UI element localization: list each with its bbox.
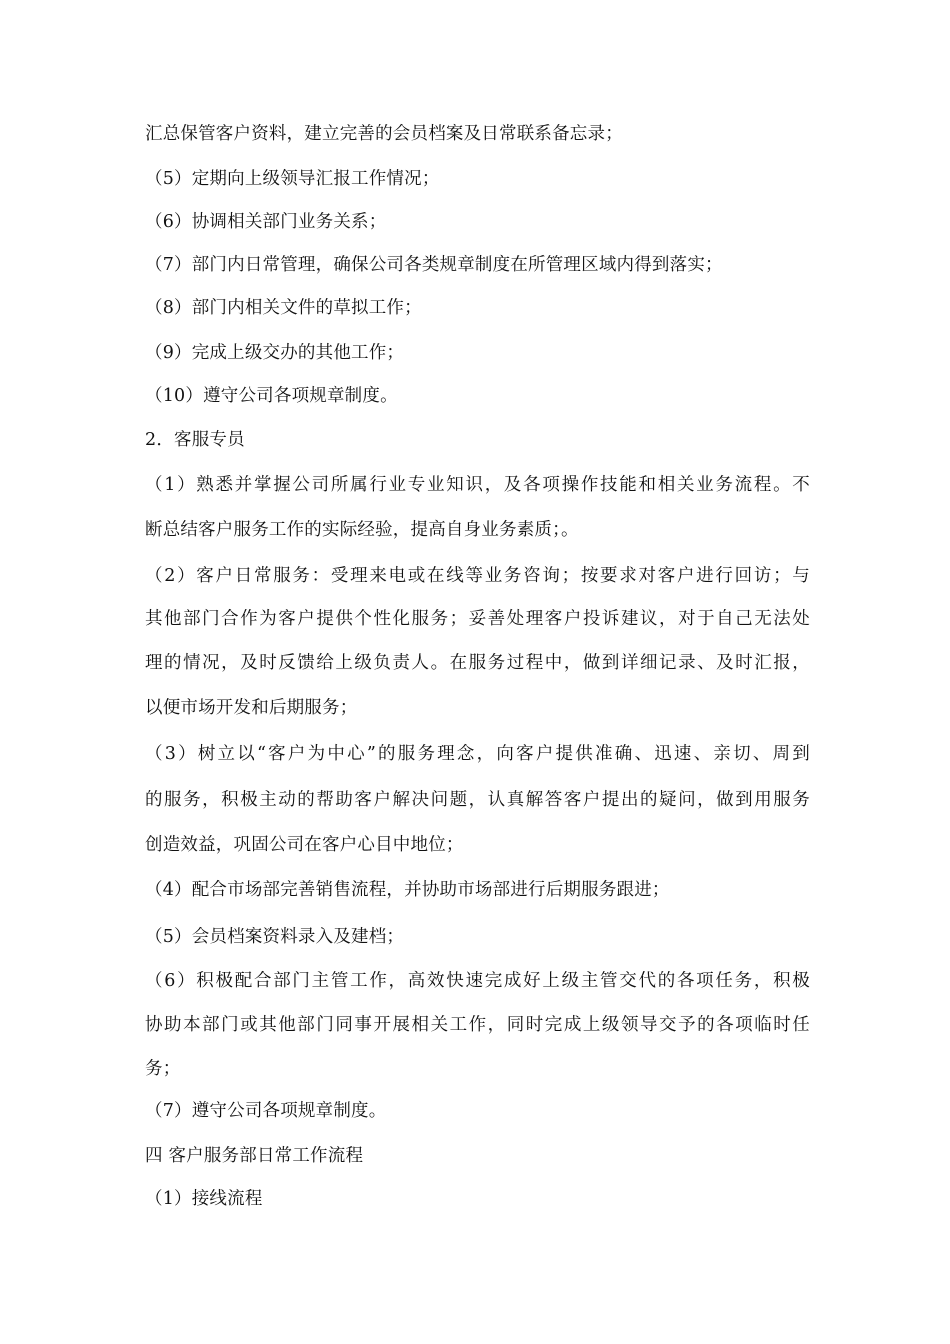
text-line: （10）遵守公司各项规章制度。 bbox=[145, 386, 398, 406]
text-line: （8）部门内相关文件的草拟工作； bbox=[145, 298, 422, 318]
text-line: 理的情况，及时反馈给上级负责人。在服务过程中，做到详细记录、及时汇报， bbox=[145, 653, 810, 673]
text-line: （1）接线流程 bbox=[145, 1189, 263, 1209]
section-heading: 四 客户服务部日常工作流程 bbox=[145, 1146, 364, 1166]
text-line: （6）协调相关部门业务关系； bbox=[145, 212, 387, 232]
text-line: （5）会员档案资料录入及建档； bbox=[145, 927, 405, 947]
text-line: 断总结客户服务工作的实际经验，提高自身业务素质；。 bbox=[145, 520, 579, 540]
text-line: 汇总保管客户资料，建立完善的会员档案及日常联系备忘录； bbox=[145, 124, 623, 144]
text-line: 创造效益，巩固公司在客户心目中地位； bbox=[145, 835, 464, 855]
text-line: （5）定期向上级领导汇报工作情况； bbox=[145, 169, 440, 189]
text-line: 务； bbox=[145, 1059, 181, 1079]
text-line: 的服务，积极主动的帮助客户解决问题，认真解答客户提出的疑问，做到用服务 bbox=[145, 790, 810, 810]
text-line: （7）遵守公司各项规章制度。 bbox=[145, 1101, 387, 1121]
text-line: 协助本部门或其他部门同事开展相关工作，同时完成上级领导交予的各项临时任 bbox=[145, 1015, 810, 1035]
text-line: 其他部门合作为客户提供个性化服务；妥善处理客户投诉建议，对于自己无法处 bbox=[145, 609, 810, 629]
text-line: （2）客户日常服务：受理来电或在线等业务咨询；按要求对客户进行回访；与 bbox=[145, 566, 810, 586]
section-heading: 2．客服专员 bbox=[145, 430, 245, 450]
text-line: （7）部门内日常管理，确保公司各类规章制度在所管理区域内得到落实； bbox=[145, 255, 723, 275]
text-line: （3）树立以“客户为中心”的服务理念，向客户提供准确、迅速、亲切、周到 bbox=[145, 744, 810, 764]
text-line: （6）积极配合部门主管工作，高效快速完成好上级主管交代的各项任务，积极 bbox=[145, 971, 810, 991]
text-line: （4）配合市场部完善销售流程，并协助市场部进行后期服务跟进； bbox=[145, 880, 670, 900]
text-line: 以便市场开发和后期服务； bbox=[145, 698, 358, 718]
text-line: （1）熟悉并掌握公司所属行业专业知识，及各项操作技能和相关业务流程。不 bbox=[145, 475, 810, 495]
text-line: （9）完成上级交办的其他工作； bbox=[145, 343, 405, 363]
